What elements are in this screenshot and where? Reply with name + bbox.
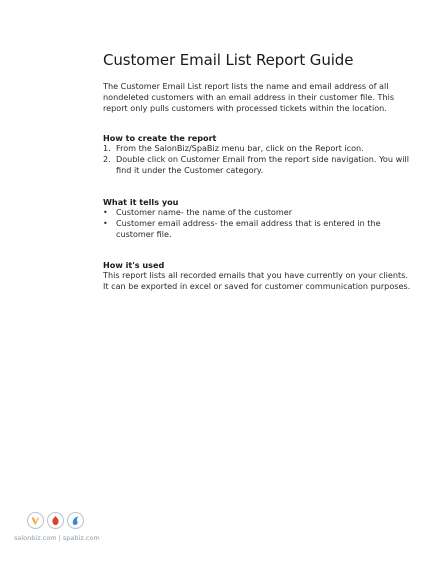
- step-number: 2.: [103, 154, 111, 164]
- footer-domains: salonbiz.com | spabiz.com: [14, 534, 100, 542]
- list-item: [103, 154, 413, 176]
- page-title: Customer Email List Report Guide: [103, 51, 354, 69]
- spabiz-swirl-icon: [67, 512, 84, 529]
- bullet-mark: •: [103, 218, 108, 228]
- used-paragraph: This report lists all recorded emails that you have currently on your clients. It can be exported in excel or saved for customer communication purposes.: [103, 270, 411, 291]
- step-number: 1.: [103, 143, 111, 153]
- bullet-text: Customer email address- the email address that is entered in the customer file.: [116, 218, 381, 239]
- bullet-text: Customer name- the name of the customer: [116, 207, 293, 217]
- list-item: [103, 218, 413, 240]
- bullet-mark: •: [103, 207, 108, 217]
- list-item: [103, 143, 413, 154]
- create-steps-list: [103, 143, 413, 176]
- step-text: Double click on Customer Email from the report side navigation. You will find it under the Customer category.: [116, 154, 409, 175]
- leaf-shape: [32, 517, 39, 525]
- section-heading-used: How it's used: [103, 260, 165, 270]
- step-text: From the SalonBiz/SpaBiz menu bar, click on the Report icon.: [116, 143, 364, 153]
- section-heading-tells: What it tells you: [103, 197, 179, 207]
- intro-paragraph: The Customer Email List report lists the name and email address of all nondeleted customers with an email address in their customer file. This report only pulls customers with processed tickets within the location.: [103, 81, 395, 113]
- section-heading-create: How to create the report: [103, 133, 217, 143]
- footer-logos: [27, 512, 84, 532]
- salonbiz-leaf-icon: [27, 512, 44, 529]
- flame-shape: [52, 516, 58, 525]
- swirl-shape: [73, 517, 79, 526]
- list-item: [103, 207, 413, 218]
- flame-leaf-icon: [47, 512, 64, 529]
- tells-bullet-list: [103, 207, 413, 240]
